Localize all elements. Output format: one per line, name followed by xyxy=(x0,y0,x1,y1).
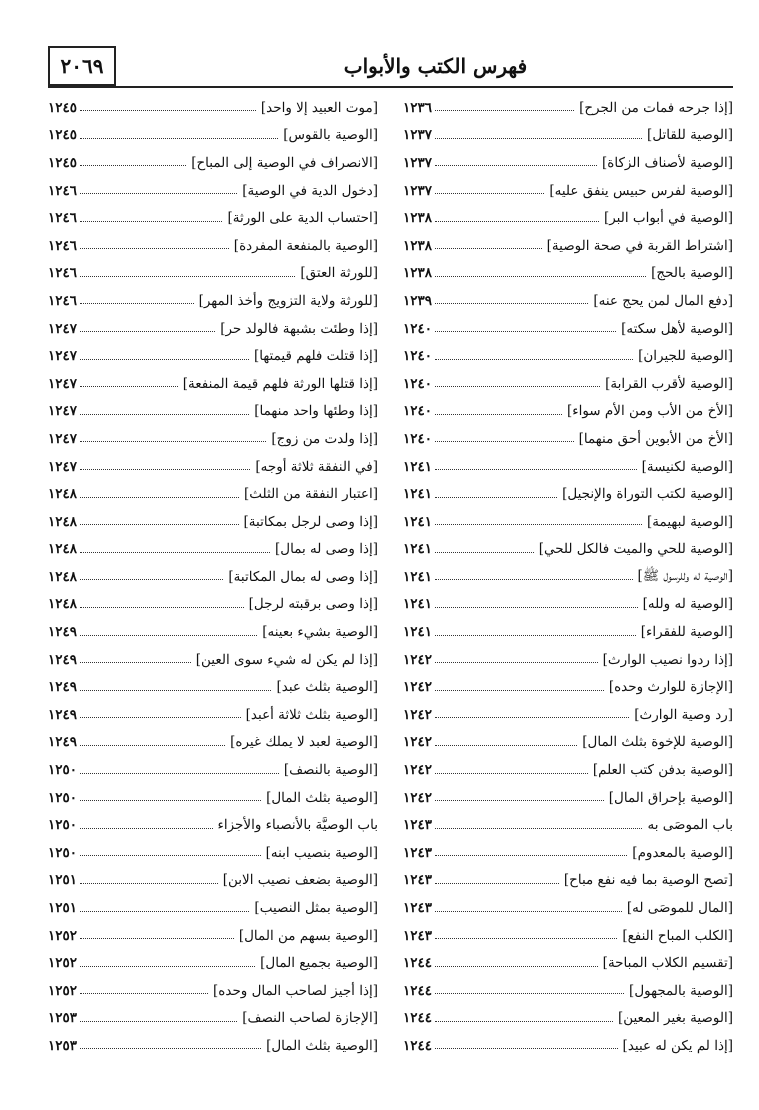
dot-leader xyxy=(80,386,178,387)
entry-page-number: ١٢٤٦ xyxy=(48,292,78,309)
entry-title: [إذا لم يكن له شيء سوى العين] xyxy=(195,651,378,668)
entry-title: [الوصية لفرس حبيس ينفق عليه] xyxy=(549,182,733,199)
entry-page-number: ١٢٤٩ xyxy=(48,734,78,751)
index-entry xyxy=(48,177,378,205)
entry-page-number: ١٢٤٠ xyxy=(403,430,433,447)
dot-leader xyxy=(80,193,237,194)
index-entry xyxy=(403,949,733,977)
dot-leader xyxy=(435,855,627,856)
dot-leader xyxy=(80,911,249,912)
index-entry xyxy=(48,287,378,315)
dot-leader xyxy=(80,331,215,332)
entry-title: [الانصراف في الوصية إلى المباح] xyxy=(191,154,378,171)
entry-title: [الوصية للجيران] xyxy=(638,348,733,365)
dot-leader xyxy=(80,138,278,139)
dot-leader xyxy=(80,524,238,525)
entry-page-number: ١٢٥٠ xyxy=(48,844,78,861)
entry-page-number: ١٢٤٨ xyxy=(48,568,78,585)
dot-leader xyxy=(435,193,544,194)
dot-leader xyxy=(435,331,616,332)
dot-leader xyxy=(80,966,255,967)
dot-leader xyxy=(435,607,638,608)
index-entry xyxy=(403,149,733,177)
dot-leader xyxy=(80,662,191,663)
entry-page-number: ١٢٤٧ xyxy=(48,403,78,420)
entry-page-number: ١٢٣٧ xyxy=(403,182,433,199)
dot-leader xyxy=(80,993,208,994)
index-entry xyxy=(48,149,378,177)
entry-title: [دفع المال لمن يحج عنه] xyxy=(593,292,733,309)
entry-page-number: ١٢٤٩ xyxy=(48,706,78,723)
page-number: ٢٠٦٩ xyxy=(48,46,116,86)
entry-page-number: ١٢٥٣ xyxy=(48,1010,78,1027)
entry-page-number: ١٢٣٧ xyxy=(403,127,433,144)
index-entry xyxy=(403,398,733,426)
entry-page-number: ١٢٣٦ xyxy=(403,99,433,116)
index-entry xyxy=(48,94,378,122)
index-entry xyxy=(48,453,378,481)
dot-leader xyxy=(435,359,633,360)
entry-title: [الوصية بنصيب ابنه] xyxy=(265,844,378,861)
entry-page-number: ١٢٤٣ xyxy=(403,817,433,834)
entry-page-number: ١٢٤٥ xyxy=(48,154,78,171)
index-entry xyxy=(48,591,378,619)
index-entry xyxy=(403,729,733,757)
index-entry xyxy=(403,232,733,260)
entry-title: [الوصية بثلث المال] xyxy=(266,789,378,806)
entry-page-number: ١٢٥٠ xyxy=(48,789,78,806)
entry-title: [الوصية له وللرسول ﷺ] xyxy=(637,567,733,584)
entry-title: [الوصية بضعف نصيب الابن] xyxy=(222,872,378,889)
index-entry xyxy=(48,646,378,674)
entry-title: [إذا قتلت فلهم قيمتها] xyxy=(253,348,378,365)
dot-leader xyxy=(80,221,222,222)
dot-leader xyxy=(435,800,604,801)
entry-title: [الأخ من الأب ومن الأم سواء] xyxy=(566,403,733,420)
dot-leader xyxy=(435,635,636,636)
page-header xyxy=(48,46,733,88)
dot-leader xyxy=(80,828,212,829)
index-entry xyxy=(48,563,378,591)
index-entry xyxy=(403,701,733,729)
entry-title: [تقسيم الكلاب المباحة] xyxy=(602,955,733,972)
index-entry xyxy=(403,646,733,674)
entry-page-number: ١٢٤٣ xyxy=(403,927,433,944)
index-entry xyxy=(48,949,378,977)
entry-title: [الإجازة للوارث وحده] xyxy=(608,679,733,696)
dot-leader xyxy=(435,717,629,718)
entry-title: [اعتبار النفقة من الثلث] xyxy=(244,486,378,503)
entry-page-number: ١٢٤٢ xyxy=(403,706,433,723)
dot-leader xyxy=(80,773,279,774)
entry-title: [الوصية لعبد لا يملك غيره] xyxy=(230,734,378,751)
entry-title: [الوصية بالنصف] xyxy=(283,762,378,779)
index-entry xyxy=(48,618,378,646)
entry-title: [للورثة ولاية التزويج وأخذ المهر] xyxy=(198,292,378,309)
entry-title: [للورثة العتق] xyxy=(300,265,378,282)
entry-page-number: ١٢٤٨ xyxy=(48,596,78,613)
entry-page-number: ١٢٥٣ xyxy=(48,1037,78,1054)
index-entry xyxy=(48,204,378,232)
index-entry xyxy=(403,315,733,343)
index-entry xyxy=(403,536,733,564)
entry-page-number: ١٢٣٩ xyxy=(403,292,433,309)
dot-leader xyxy=(435,883,559,884)
entry-page-number: ١٢٤١ xyxy=(403,513,433,530)
entry-page-number: ١٢٤٣ xyxy=(403,872,433,889)
dot-leader xyxy=(435,221,599,222)
entry-page-number: ١٢٤٢ xyxy=(403,651,433,668)
entry-title: [إذا وطئها واحد منهما] xyxy=(254,403,378,420)
entry-page-number: ١٢٥١ xyxy=(48,900,78,917)
index-columns xyxy=(48,94,733,1084)
entry-page-number: ١٢٥٠ xyxy=(48,817,78,834)
entry-title: [الوصية في أبواب البر] xyxy=(603,210,733,227)
index-entry xyxy=(403,894,733,922)
index-entry xyxy=(403,370,733,398)
entry-title: [الكلب المباح النفع] xyxy=(622,927,733,944)
index-entry xyxy=(403,508,733,536)
entry-title: [إذا لم يكن له عبيد] xyxy=(622,1037,733,1054)
entry-page-number: ١٢٤١ xyxy=(403,624,433,641)
entry-title: [الوصية بالقوس] xyxy=(283,127,378,144)
entry-page-number: ١٢٤٠ xyxy=(403,348,433,365)
entry-title: [الوصية للفقراء] xyxy=(640,624,733,641)
index-entry xyxy=(48,315,378,343)
index-entry xyxy=(48,784,378,812)
index-entry xyxy=(403,480,733,508)
entry-page-number: ١٢٣٨ xyxy=(403,237,433,254)
entry-title: [موت العبيد إلا واحد] xyxy=(260,99,378,116)
index-entry xyxy=(403,287,733,315)
entry-title: [الوصية بإحراق المال] xyxy=(608,789,733,806)
dot-leader xyxy=(80,441,266,442)
entry-title: [الأخ من الأبوين أحق منهما] xyxy=(578,430,733,447)
entry-title: [الوصية بدفن كتب العلم] xyxy=(592,762,733,779)
entry-title: [الوصية للقاتل] xyxy=(647,127,733,144)
dot-leader xyxy=(435,552,534,553)
entry-title: [الإجازة لصاحب النصف] xyxy=(242,1010,378,1027)
dot-leader xyxy=(435,773,588,774)
index-entry xyxy=(403,425,733,453)
entry-page-number: ١٢٤٤ xyxy=(403,982,433,999)
entry-title: [إذا قتلها الورثة فلهم قيمة المنفعة] xyxy=(182,375,378,392)
dot-leader xyxy=(80,938,234,939)
index-entry xyxy=(403,839,733,867)
entry-title: [احتساب الدية على الورثة] xyxy=(227,210,378,227)
entry-title: [الوصية لأهل سكته] xyxy=(621,320,733,337)
dot-leader xyxy=(80,165,186,166)
header-frame xyxy=(48,46,733,86)
entry-title: [الوصية بالحج] xyxy=(651,265,733,282)
entry-title: [الوصية بسهم من المال] xyxy=(238,927,378,944)
index-entry xyxy=(403,453,733,481)
index-entry xyxy=(403,756,733,784)
entry-page-number: ١٢٤٩ xyxy=(48,651,78,668)
entry-page-number: ١٢٥١ xyxy=(48,872,78,889)
entry-page-number: ١٢٣٧ xyxy=(403,154,433,171)
dot-leader xyxy=(80,635,257,636)
index-entry xyxy=(48,122,378,150)
index-entry xyxy=(48,480,378,508)
entry-page-number: ١٢٤٧ xyxy=(48,430,78,447)
dot-leader xyxy=(80,414,249,415)
dot-leader xyxy=(435,497,557,498)
entry-title: [الوصية لكنيسة] xyxy=(641,458,733,475)
index-entry xyxy=(403,122,733,150)
entry-title: [المال للموصَى له] xyxy=(626,900,733,917)
entry-page-number: ١٢٤٨ xyxy=(48,486,78,503)
index-entry xyxy=(403,204,733,232)
entry-page-number: ١٢٤١ xyxy=(403,486,433,503)
dot-leader xyxy=(80,552,270,553)
dot-leader xyxy=(435,1048,618,1049)
entry-page-number: ١٢٤٦ xyxy=(48,265,78,282)
dot-leader xyxy=(435,1021,613,1022)
dot-leader xyxy=(80,579,223,580)
entry-page-number: ١٢٣٨ xyxy=(403,210,433,227)
entry-title: [إذا جرحه فمات من الجرح] xyxy=(579,99,733,116)
index-entry xyxy=(48,729,378,757)
entry-page-number: ١٢٤٦ xyxy=(48,182,78,199)
index-entry xyxy=(403,618,733,646)
entry-page-number: ١٢٤٧ xyxy=(48,320,78,337)
dot-leader xyxy=(435,138,642,139)
entry-title: [إذا أجيز لصاحب المال وحده] xyxy=(213,982,378,999)
entry-title: [إذا ولدت من زوج] xyxy=(271,430,378,447)
dot-leader xyxy=(80,690,271,691)
entry-page-number: ١٢٤١ xyxy=(403,458,433,475)
index-entry xyxy=(403,177,733,205)
entry-page-number: ١٢٤١ xyxy=(403,541,433,558)
entry-page-number: ١٢٤٨ xyxy=(48,541,78,558)
dot-leader xyxy=(435,911,622,912)
entry-title: باب الوصيَّة بالأنصباء والأجزاء xyxy=(217,817,378,834)
entry-page-number: ١٢٤٠ xyxy=(403,320,433,337)
index-column-left xyxy=(48,94,378,1060)
index-entry xyxy=(48,508,378,536)
index-entry xyxy=(48,922,378,950)
dot-leader xyxy=(80,497,239,498)
entry-title: [الوصية لأقرب القرابة] xyxy=(605,375,733,392)
entry-title: [دخول الدية في الوصية] xyxy=(242,182,378,199)
dot-leader xyxy=(435,966,598,967)
dot-leader xyxy=(80,248,229,249)
dot-leader xyxy=(80,110,256,111)
index-entry xyxy=(403,784,733,812)
entry-page-number: ١٢٤٢ xyxy=(403,789,433,806)
dot-leader xyxy=(80,800,261,801)
dot-leader xyxy=(80,276,295,277)
entry-title: [الوصية له ولله] xyxy=(642,596,733,613)
entry-page-number: ١٢٤٧ xyxy=(48,458,78,475)
entry-page-number: ١٢٤٤ xyxy=(403,955,433,972)
index-entry xyxy=(403,563,733,591)
entry-page-number: ١٢٤٦ xyxy=(48,210,78,227)
index-entry xyxy=(48,673,378,701)
entry-page-number: ١٢٤٢ xyxy=(403,679,433,696)
entry-title: [تصح الوصية بما فيه نفع مباح] xyxy=(563,872,733,889)
entry-title: [الوصية بثلث عبد] xyxy=(276,679,378,696)
entry-title: [إذا وصى برقبته لرجل] xyxy=(248,596,378,613)
entry-title: [إذا وصى لرجل بمكاتبة] xyxy=(243,513,378,530)
entry-page-number: ١٢٥٢ xyxy=(48,982,78,999)
dot-leader xyxy=(80,855,261,856)
entry-title: [الوصية للإخوة بثلث المال] xyxy=(582,734,733,751)
dot-leader xyxy=(435,690,604,691)
index-entry xyxy=(48,1005,378,1033)
dot-leader xyxy=(80,717,241,718)
index-entry xyxy=(48,370,378,398)
entry-page-number: ١٢٤٢ xyxy=(403,734,433,751)
entry-page-number: ١٢٤٧ xyxy=(48,375,78,392)
entry-title: [الوصية لأصناف الزكاة] xyxy=(602,154,733,171)
entry-title: [اشتراط القربة في صحة الوصية] xyxy=(546,237,733,254)
entry-title: [في النفقة ثلاثة أوجه] xyxy=(255,458,378,475)
dot-leader xyxy=(435,386,600,387)
index-entry xyxy=(48,977,378,1005)
dot-leader xyxy=(435,110,574,111)
dot-leader xyxy=(80,607,244,608)
entry-title: [إذا وصى له بمال] xyxy=(275,541,378,558)
entry-page-number: ١٢٤٧ xyxy=(48,348,78,365)
dot-leader xyxy=(80,469,250,470)
entry-page-number: ١٢٥٢ xyxy=(48,927,78,944)
entry-page-number: ١٢٤٠ xyxy=(403,375,433,392)
entry-title: [الوصية بمثل النصيب] xyxy=(254,900,378,917)
entry-page-number: ١٢٤٩ xyxy=(48,624,78,641)
header-rule xyxy=(48,86,733,88)
index-entry xyxy=(403,591,733,619)
entry-page-number: ١٢٣٨ xyxy=(403,265,433,282)
dot-leader xyxy=(435,469,637,470)
entry-title: [رد وصية الوارث] xyxy=(634,706,733,723)
index-entry xyxy=(403,673,733,701)
dot-leader xyxy=(80,883,218,884)
entry-title: [إذا وطئت بشبهة فالولد حر] xyxy=(220,320,378,337)
dot-leader xyxy=(435,993,624,994)
entry-title: [إذا وصى له بمال المكاتبة] xyxy=(228,568,378,585)
entry-page-number: ١٢٤٥ xyxy=(48,127,78,144)
entry-page-number: ١٢٤٩ xyxy=(48,679,78,696)
index-entry xyxy=(48,701,378,729)
index-entry xyxy=(403,1032,733,1060)
index-entry xyxy=(48,867,378,895)
entry-title: [الوصية بالمعدوم] xyxy=(632,844,733,861)
index-entry xyxy=(48,425,378,453)
entry-title: [الوصية بغير المعين] xyxy=(617,1010,733,1027)
entry-page-number: ١٢٥٠ xyxy=(48,762,78,779)
entry-page-number: ١٢٤١ xyxy=(403,568,433,585)
entry-page-number: ١٢٤٠ xyxy=(403,403,433,420)
index-entry xyxy=(48,1032,378,1060)
entry-title: [الوصية لكتب التوراة والإنجيل] xyxy=(562,486,733,503)
dot-leader xyxy=(435,662,598,663)
dot-leader xyxy=(435,441,574,442)
entry-page-number: ١٢٤٢ xyxy=(403,762,433,779)
index-entry xyxy=(48,811,378,839)
dot-leader xyxy=(80,745,225,746)
index-entry xyxy=(403,342,733,370)
entry-title: باب الموصَى به xyxy=(647,817,733,834)
dot-leader xyxy=(435,165,597,166)
index-entry xyxy=(48,398,378,426)
entry-page-number: ١٢٤٨ xyxy=(48,513,78,530)
entry-title: [الوصية بشيء بعينه] xyxy=(262,624,378,641)
index-column-right xyxy=(403,94,733,1060)
entry-title: [الوصية بالمجهول] xyxy=(629,982,733,999)
dot-leader xyxy=(435,248,542,249)
entry-page-number: ١٢٤٤ xyxy=(403,1037,433,1054)
dot-leader xyxy=(80,359,249,360)
entry-title: [الوصية للحي والميت فالكل للحي] xyxy=(538,541,733,558)
entry-title: [الوصية بالمنفعة المفردة] xyxy=(233,237,378,254)
dot-leader xyxy=(435,276,646,277)
index-entry xyxy=(48,536,378,564)
entry-page-number: ١٢٤١ xyxy=(403,596,433,613)
index-entry xyxy=(403,922,733,950)
dot-leader xyxy=(435,579,632,580)
dot-leader xyxy=(435,303,588,304)
entry-page-number: ١٢٤٣ xyxy=(403,900,433,917)
index-entry xyxy=(48,756,378,784)
running-title: فهرس الكتب والأبواب xyxy=(343,54,528,78)
index-entry xyxy=(403,867,733,895)
dot-leader xyxy=(435,414,562,415)
dot-leader xyxy=(80,303,194,304)
index-entry xyxy=(48,342,378,370)
dot-leader xyxy=(435,524,642,525)
dot-leader xyxy=(80,1048,261,1049)
dot-leader xyxy=(80,1021,237,1022)
entry-title: [الوصية بجميع المال] xyxy=(260,955,378,972)
index-entry xyxy=(403,94,733,122)
entry-title: [الوصية بثلث ثلاثة أعبد] xyxy=(245,706,378,723)
entry-page-number: ١٢٤٦ xyxy=(48,237,78,254)
entry-title: [الوصية لبهيمة] xyxy=(647,513,733,530)
entry-page-number: ١٢٤٣ xyxy=(403,844,433,861)
index-entry xyxy=(403,1005,733,1033)
index-entry xyxy=(48,894,378,922)
dot-leader xyxy=(435,938,617,939)
entry-page-number: ١٢٥٢ xyxy=(48,955,78,972)
entry-title: [إذا ردوا نصيب الوارث] xyxy=(602,651,733,668)
dot-leader xyxy=(435,828,642,829)
dot-leader xyxy=(435,745,577,746)
index-entry xyxy=(403,260,733,288)
index-entry xyxy=(48,260,378,288)
index-entry xyxy=(48,232,378,260)
entry-page-number: ١٢٤٥ xyxy=(48,99,78,116)
index-entry xyxy=(403,977,733,1005)
entry-title: [الوصية بثلث المال] xyxy=(266,1037,378,1054)
index-entry xyxy=(403,811,733,839)
entry-page-number: ١٢٤٤ xyxy=(403,1010,433,1027)
index-entry xyxy=(48,839,378,867)
